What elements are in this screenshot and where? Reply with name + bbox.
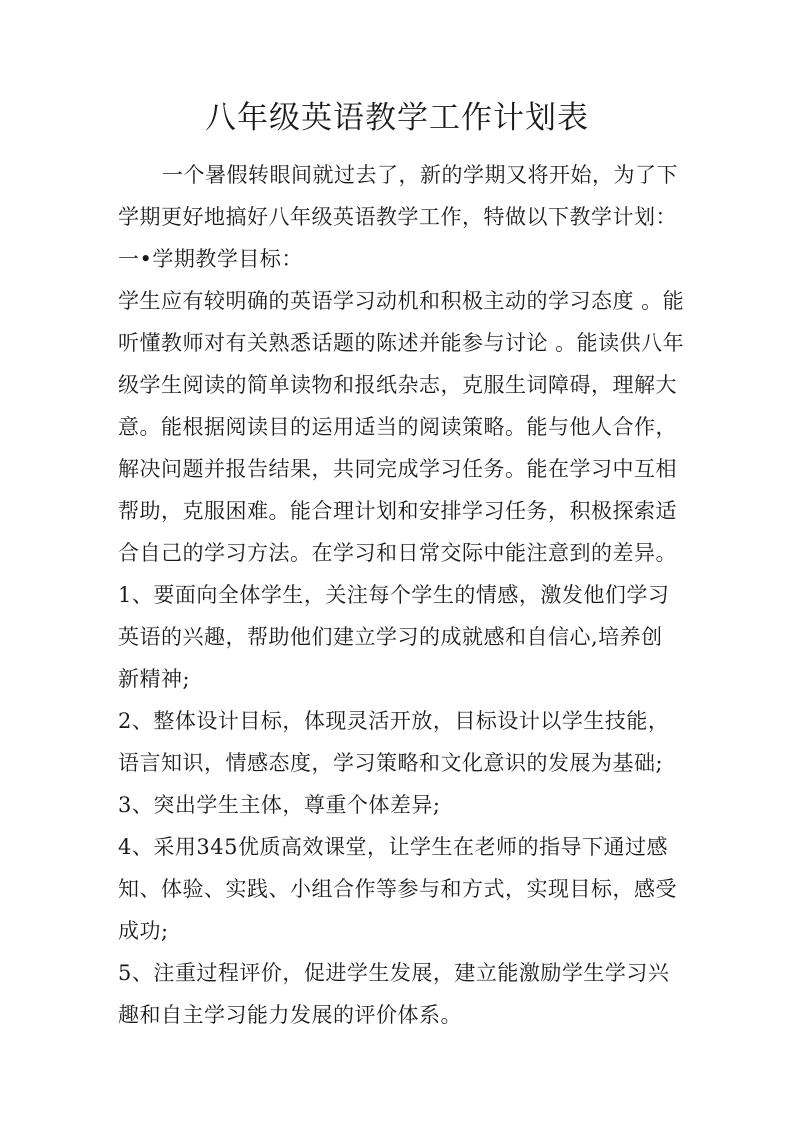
list-item-2-line: 2、整体设计目标，体现灵活开放，目标设计以学生技能，: [118, 709, 670, 733]
list-item-2-line: 语言知识，情感态度，学习策略和文化意识的发展为基础;: [118, 751, 664, 775]
list-item-3-line: 3、突出学生主体，尊重个体差异;: [118, 793, 441, 817]
goals-paragraph-line: 帮助，克服困难。能合理计划和安排学习任务，积极探索适: [118, 499, 677, 523]
document-body: [118, 154, 688, 1036]
goals-paragraph-line: 合自己的学习方法。在学习和日常交际中能注意到的差异。: [118, 541, 677, 565]
goals-paragraph-line: 学生应有较明确的英语学习动机和积极主动的学习态度 。能: [118, 289, 685, 313]
list-item-5-line: 趣和自主学习能力发展的评价体系。: [118, 1003, 462, 1027]
goals-paragraph-line: 意。能根据阅读目的运用适当的阅读策略。能与他人合作，: [118, 415, 677, 439]
list-item-4-line: 知、体验、实践、小组合作等参与和方式，实现目标，感受: [118, 877, 677, 901]
document-title: 八年级英语教学工作计划表: [205, 100, 589, 136]
list-item-4-line: 成功;: [118, 919, 169, 943]
goals-paragraph-line: 级学生阅读的简单读物和报纸杂志，克服生词障碍，理解大: [118, 373, 677, 397]
paragraph-intro-line: 学期更好地搞好八年级英语教学工作，特做以下教学计划：: [118, 205, 677, 229]
section-heading: 一•学期教学目标：: [118, 247, 303, 271]
paragraph-intro-line: 一个暑假转眼间就过去了，新的学期又将开始，为了下: [162, 163, 678, 187]
goals-paragraph-line: 听懂教师对有关熟悉话题的陈述并能参与讨论 。能读供八年: [118, 331, 685, 355]
list-item-1-line: 1、要面向全体学生，关注每个学生的情感，激发他们学习: [118, 583, 670, 607]
list-item-1-line: 英语的兴趣，帮助他们建立学习的成就感和自信心,培养创: [118, 625, 663, 649]
list-item-1-line: 新精神;: [118, 667, 191, 691]
list-item-4-line: 4、采用345优质高效课堂，让学生在老师的指导下通过感: [118, 835, 668, 859]
list-item-5-line: 5、注重过程评价，促进学生发展，建立能激励学生学习兴: [118, 961, 670, 985]
goals-paragraph-line: 解决问题并报告结果，共同完成学习任务。能在学习中互相: [118, 457, 677, 481]
